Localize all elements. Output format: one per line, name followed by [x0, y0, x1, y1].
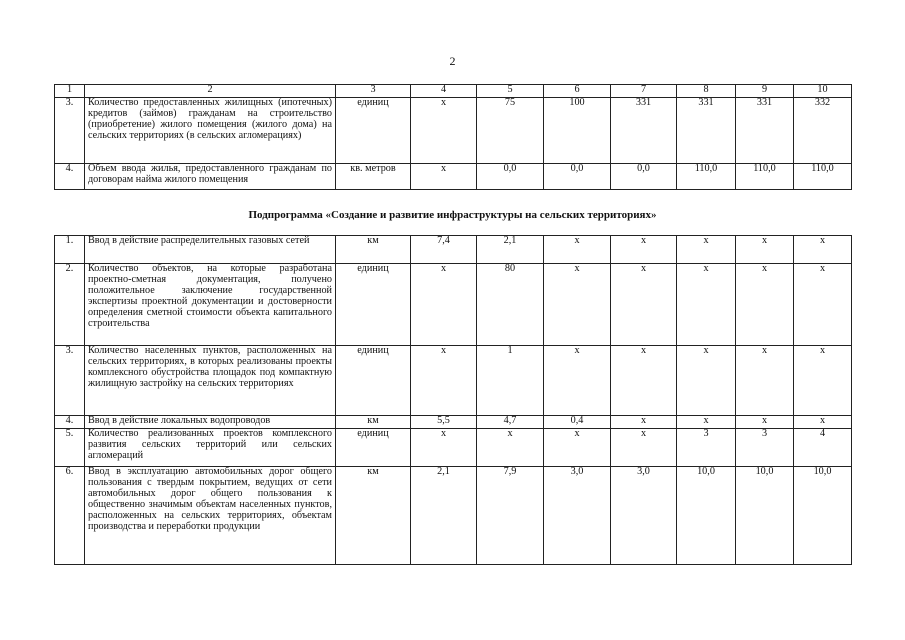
value-cell: x — [544, 236, 611, 264]
value-cell: x — [411, 429, 477, 467]
value-cell: 110,0 — [794, 164, 852, 190]
column-number-cell: 10 — [794, 85, 852, 98]
column-number-cell: 1 — [55, 85, 85, 98]
unit-cell: км — [336, 467, 411, 565]
value-cell: 0,0 — [477, 164, 544, 190]
value-cell: x — [677, 264, 736, 346]
indicator-name-cell: Ввод в эксплуатацию автомобильных дорог общего пользования с твердым покрытием, ведущих от сети автомобильных дорог общего пользования к общественно значимым объектам населенных пунктов, расположенных на сельских территориях, объектам производства и переработки продукции — [85, 467, 336, 565]
value-cell: x — [411, 264, 477, 346]
unit-cell: единиц — [336, 429, 411, 467]
value-cell: 10,0 — [736, 467, 794, 565]
indicator-name-cell: Количество предоставленных жилищных (ипотечных) кредитов (займов) гражданам на строительство (приобретение) жилого помещения (жилого дома) на сельских территориях (в сельских агломерациях) — [85, 98, 336, 164]
value-cell: 3,0 — [544, 467, 611, 565]
value-cell: x — [677, 346, 736, 416]
value-cell: x — [677, 236, 736, 264]
value-cell: x — [736, 236, 794, 264]
table-row — [55, 429, 852, 467]
value-cell: x — [611, 416, 677, 429]
unit-cell: км — [336, 416, 411, 429]
column-number-cell: 4 — [411, 85, 477, 98]
row-number-cell: 3. — [55, 346, 85, 416]
table-header-row — [55, 85, 852, 98]
value-cell: 331 — [736, 98, 794, 164]
table-row — [55, 164, 852, 190]
column-number-cell: 5 — [477, 85, 544, 98]
value-cell: x — [677, 416, 736, 429]
indicator-name-cell: Ввод в действие локальных водопроводов — [85, 416, 336, 429]
value-cell: x — [794, 264, 852, 346]
indicator-name-cell: Ввод в действие распределительных газовых сетей — [85, 236, 336, 264]
indicator-name-cell: Количество населенных пунктов, расположенных на сельских территориях, в которых реализованы проекты комплексного обустройства площадок под компактную жилищную застройку на сельских территориях — [85, 346, 336, 416]
table-row — [55, 467, 852, 565]
column-number-cell: 8 — [677, 85, 736, 98]
subprogram-heading: Подпрограмма «Создание и развитие инфраструктуры на сельских территориях» — [248, 209, 657, 221]
value-cell: 331 — [611, 98, 677, 164]
column-number-cell: 7 — [611, 85, 677, 98]
column-number-cell: 9 — [736, 85, 794, 98]
value-cell: x — [794, 346, 852, 416]
column-number-cell: 3 — [336, 85, 411, 98]
row-number-cell: 4. — [55, 416, 85, 429]
value-cell: 3 — [677, 429, 736, 467]
value-cell: x — [544, 264, 611, 346]
value-cell: 80 — [477, 264, 544, 346]
value-cell: 7,4 — [411, 236, 477, 264]
value-cell: 4,7 — [477, 416, 544, 429]
row-number-cell: 6. — [55, 467, 85, 565]
unit-cell: единиц — [336, 346, 411, 416]
value-cell: x — [736, 416, 794, 429]
value-cell: 4 — [794, 429, 852, 467]
unit-cell: км — [336, 236, 411, 264]
value-cell: 1 — [477, 346, 544, 416]
value-cell: 0,4 — [544, 416, 611, 429]
indicators-table-infrastructure — [54, 235, 852, 565]
indicator-name-cell: Количество объектов, на которые разработана проектно-сметная документация, получено положительное заключение государственной экспертизы проектной документации и достоверности определения сметной стоимости объекта капитального строительства — [85, 264, 336, 346]
value-cell: 0,0 — [611, 164, 677, 190]
value-cell: 2,1 — [477, 236, 544, 264]
unit-cell: единиц — [336, 264, 411, 346]
value-cell: 100 — [544, 98, 611, 164]
value-cell: 110,0 — [677, 164, 736, 190]
value-cell: x — [411, 164, 477, 190]
value-cell: x — [794, 416, 852, 429]
row-number-cell: 2. — [55, 264, 85, 346]
unit-cell: кв. метров — [336, 164, 411, 190]
value-cell: x — [736, 264, 794, 346]
unit-cell: единиц — [336, 98, 411, 164]
value-cell: x — [477, 429, 544, 467]
value-cell: x — [794, 236, 852, 264]
value-cell: 110,0 — [736, 164, 794, 190]
value-cell: 2,1 — [411, 467, 477, 565]
value-cell: 3 — [736, 429, 794, 467]
column-number-cell: 2 — [85, 85, 336, 98]
value-cell: x — [611, 264, 677, 346]
value-cell: x — [736, 346, 794, 416]
value-cell: 10,0 — [794, 467, 852, 565]
row-number-cell: 5. — [55, 429, 85, 467]
value-cell: x — [611, 429, 677, 467]
column-number-cell: 6 — [544, 85, 611, 98]
value-cell: x — [544, 346, 611, 416]
row-number-cell: 1. — [55, 236, 85, 264]
indicator-name-cell: Количество реализованных проектов комплексного развития сельских территорий или сельских агломераций — [85, 429, 336, 467]
table-row — [55, 236, 852, 264]
value-cell: 75 — [477, 98, 544, 164]
value-cell: 0,0 — [544, 164, 611, 190]
value-cell: x — [411, 346, 477, 416]
value-cell: 5,5 — [411, 416, 477, 429]
row-number-cell: 4. — [55, 164, 85, 190]
indicators-table-housing — [54, 84, 852, 190]
value-cell: x — [411, 98, 477, 164]
value-cell: 10,0 — [677, 467, 736, 565]
value-cell: x — [611, 236, 677, 264]
value-cell: x — [611, 346, 677, 416]
indicator-name-cell: Объем ввода жилья, предоставленного гражданам по договорам найма жилого помещения — [85, 164, 336, 190]
table-row — [55, 416, 852, 429]
value-cell: 331 — [677, 98, 736, 164]
table-row — [55, 98, 852, 164]
table-row — [55, 264, 852, 346]
row-number-cell: 3. — [55, 98, 85, 164]
value-cell: x — [544, 429, 611, 467]
table-row — [55, 346, 852, 416]
page-number: 2 — [449, 54, 456, 68]
value-cell: 332 — [794, 98, 852, 164]
value-cell: 3,0 — [611, 467, 677, 565]
value-cell: 7,9 — [477, 467, 544, 565]
